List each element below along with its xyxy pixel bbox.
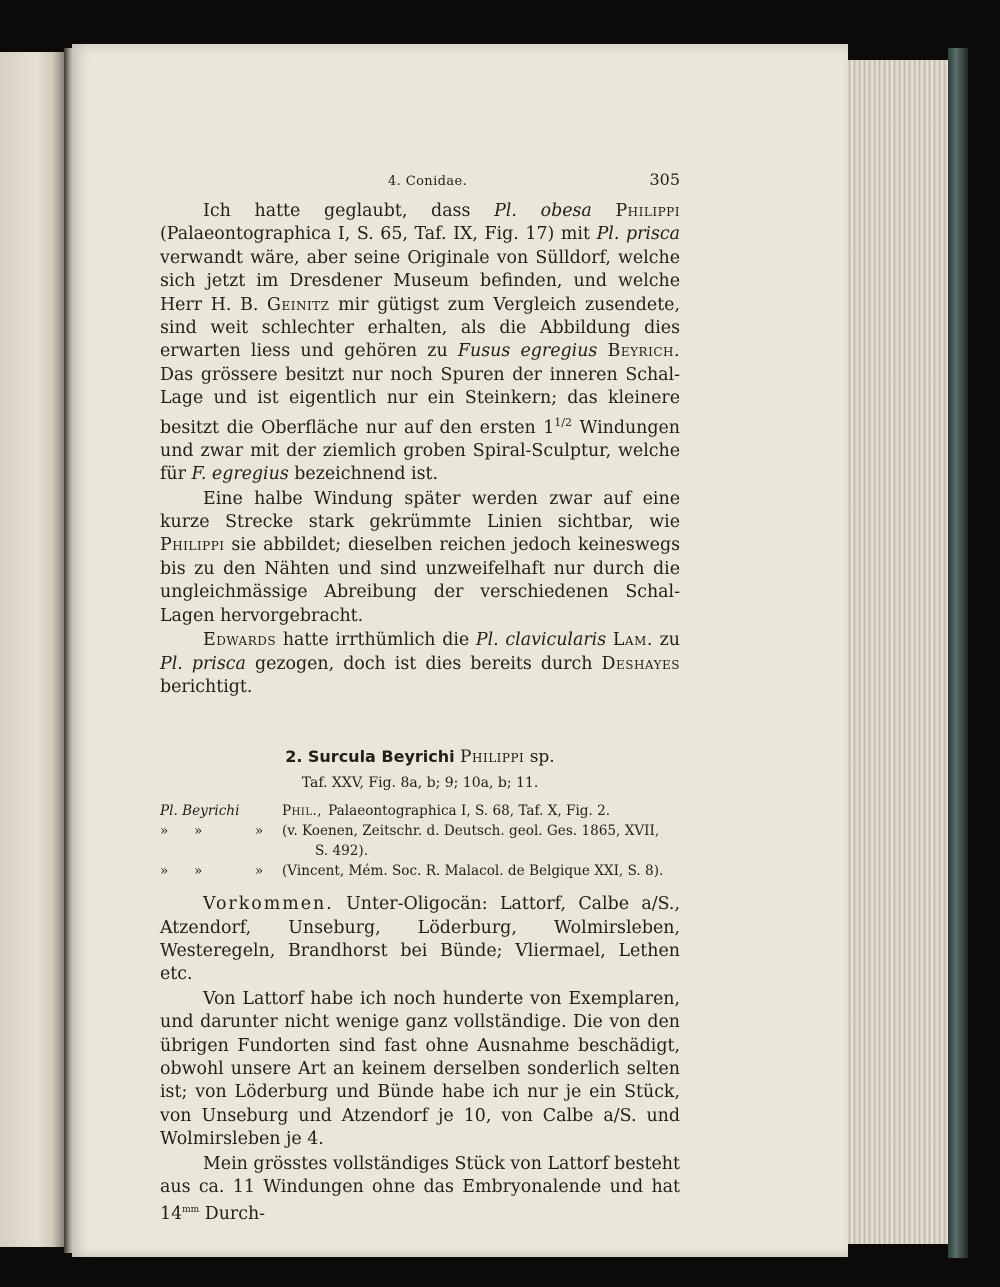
species-heading xyxy=(160,745,680,769)
synonymy-entry xyxy=(160,801,680,821)
text-run: sie abbildet; dieselben reichen jedoch keineswegs bis zu den Nähten und sind unzweifelhaft nur durch die ungleichmässige Abreibung der verschiedenen Schal-Lagen hervorgebracht. xyxy=(160,535,680,626)
taxon-name: F. egregius xyxy=(191,464,289,485)
text-run: Unter-Oligocän: Lattorf, Calbe a/S., Atzendorf, Unseburg, Löderburg, Wolmirsleben, Westeregeln, Brandhorst bei Bünde; Vliermael, Lethen etc. xyxy=(160,894,680,985)
section-gap xyxy=(160,881,680,893)
text-run: zu xyxy=(652,630,680,651)
taxon-name: Pl. prisca xyxy=(160,653,246,674)
paragraph xyxy=(160,488,680,628)
taxon-name: Pl. prisca xyxy=(596,224,680,245)
page-number: 305 xyxy=(649,170,680,189)
page-header xyxy=(160,168,680,200)
paragraph xyxy=(160,629,680,699)
text-run: mir gütigst zum Vergleich zusendete, sind weit schlechter erhalten, als die Abbildung dies erwarten liess und gehören zu xyxy=(160,294,681,362)
synonymy-author: Phil., xyxy=(282,803,323,820)
text-run: Eine halbe Windung später werden zwar auf eine kurze Strecke stark gekrümmte Linien sichtbar, wie xyxy=(160,488,680,533)
text-run: Mein grösstes vollständiges Stück von Lattorf besteht aus ca. 11 Windungen ohne das Embryonalende und hat 14 xyxy=(160,1153,680,1225)
plate-reference: Taf. XXV, Fig. 8a, b; 9; 10a, b; 11. xyxy=(301,774,539,791)
text-run: bezeichnend ist. xyxy=(288,464,439,485)
fraction: 1/2 xyxy=(554,415,572,429)
author-name: Philippi xyxy=(160,535,225,556)
text-run: hatte irrthümlich die xyxy=(276,630,476,651)
taxon-name: Pl. clavicularis xyxy=(475,630,607,651)
paragraph xyxy=(160,200,680,487)
unit-superscript: mm xyxy=(182,1205,200,1216)
synonymy-reference: (v. Koenen, Zeitschr. d. Deutsch. geol. Ges. 1865, XVII, xyxy=(282,823,660,840)
species-suffix: sp. xyxy=(529,747,555,768)
page-edges-stack xyxy=(846,60,952,1244)
left-page-edge xyxy=(0,52,66,1247)
author-name: Lam. xyxy=(612,630,653,651)
author-name: Deshayes xyxy=(601,653,680,674)
author-name: Edwards xyxy=(203,630,277,651)
ditto-mark: » xyxy=(254,823,264,840)
ditto-mark: » xyxy=(254,863,264,880)
page-text xyxy=(160,168,680,1227)
text-run: Durch- xyxy=(199,1204,266,1225)
synonymy-entry xyxy=(160,821,680,841)
text-run: Das grössere besitzt nur noch Spuren der inneren Schal-Lage und ist eigentlich nur ein Steinkern; das kleinere besitzt die Oberfläche nur auf den ersten 1 xyxy=(160,364,680,438)
synonymy-entry xyxy=(160,861,680,881)
ditto-mark: » xyxy=(194,863,203,880)
author-name: Geinitz xyxy=(267,294,330,315)
synonymy-taxon: Pl. Beyrichi xyxy=(160,803,240,820)
text-run: berichtigt. xyxy=(160,676,253,697)
running-title: 4. Conidae. xyxy=(388,174,468,189)
taxon-name: Pl. obesa xyxy=(494,201,592,221)
author-name: Philippi xyxy=(615,201,680,221)
synonymy-reference: Palaeontographica I, S. 68, Taf. X, Fig. 2. xyxy=(328,803,611,820)
taxon-name: Fusus egregius xyxy=(457,341,598,362)
paragraph xyxy=(160,1153,680,1227)
text-run: Ich hatte geglaubt, dass xyxy=(203,201,495,221)
text-run: Windungen und zwar mit der ziemlich groben Spiral-Sculptur, welche für xyxy=(160,417,680,485)
text-run: verwandt wäre, aber seine Originale von Sülldorf, welche sich jetzt im Dresdener Museum befinden, und welche Herr H. B. xyxy=(160,247,680,315)
species-number: 2. xyxy=(285,747,303,767)
ditto-mark: » xyxy=(160,823,169,840)
book-cover-edge xyxy=(948,48,968,1258)
synonymy-continuation: S. 492). xyxy=(315,843,369,860)
ditto-mark: » xyxy=(194,823,203,840)
text-run: gezogen, doch ist dies bereits durch xyxy=(245,653,602,674)
paragraph: Von Lattorf habe ich noch hunderte von Exemplaren, und darunter nicht wenige ganz vollständige. Die von den übrigen Fundorten sind fast ohne Ausnahme beschädigt, obwohl unsere Art an keinem derselben sonderlich selten ist; von Löderburg und Bünde habe ich nur je ein Stück, von Unseburg und Atzendorf je 10, von Calbe a/S. und Wolmirsleben je 4. xyxy=(160,988,680,1150)
synonymy-list xyxy=(160,801,680,881)
text-run: (Palaeontographica I, S. 65, Taf. IX, Fig. 17) mit xyxy=(160,224,597,245)
synonymy-reference: (Vincent, Mém. Soc. R. Malacol. de Belgique XXI, S. 8). xyxy=(282,863,664,880)
paragraph xyxy=(160,893,680,987)
author-name: Beyrich. xyxy=(607,341,680,362)
ditto-mark: » xyxy=(160,863,169,880)
section-label: Vorkommen. xyxy=(203,894,334,915)
section-gap xyxy=(160,699,680,745)
species-name: Surcula Beyrichi xyxy=(307,747,455,767)
species-author: Philippi xyxy=(460,747,525,768)
